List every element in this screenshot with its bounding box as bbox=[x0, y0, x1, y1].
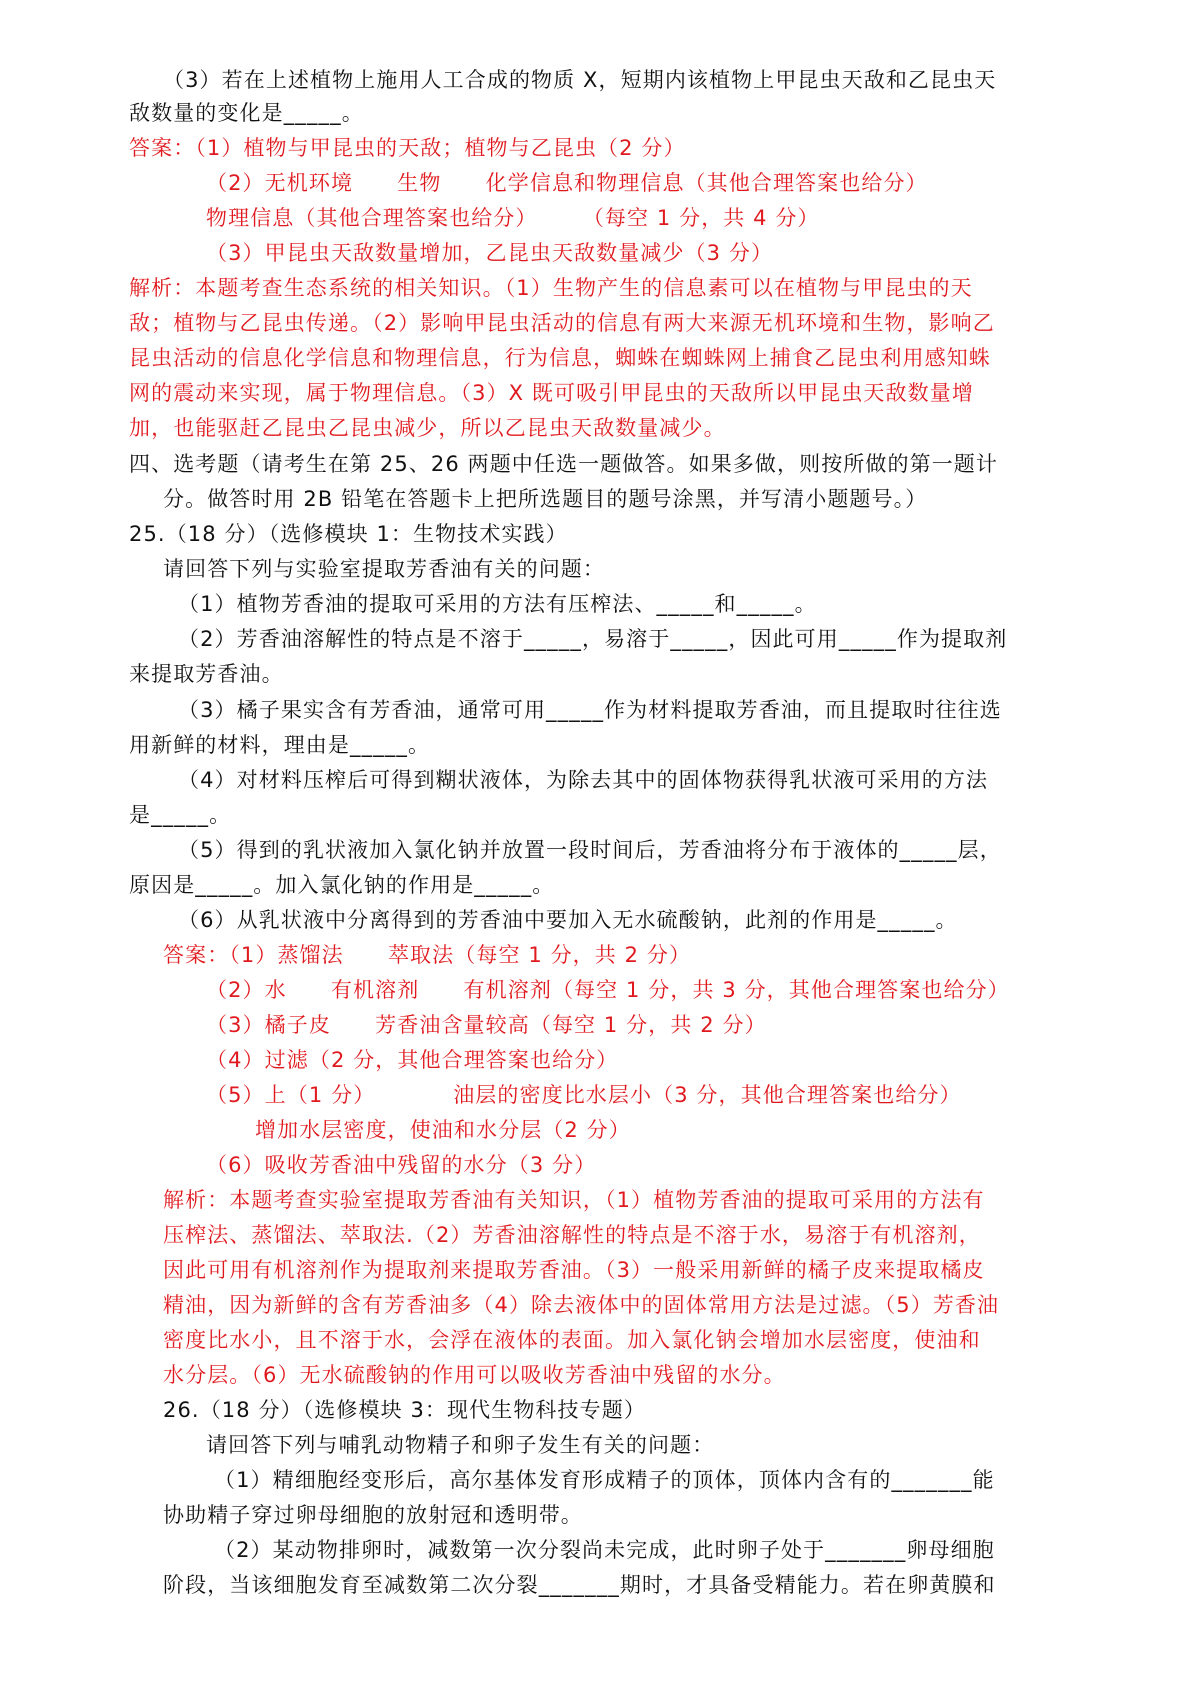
q25-part5-line1: （5）得到的乳状液加入氯化钠并放置一段时间后，芳香油将分布于液体的_____层， bbox=[178, 838, 1002, 862]
analysis-24-line4: 网的震动来实现，属于物理信息。（3）X 既可吸引甲昆虫的天敌所以甲昆虫天敌数量增 bbox=[129, 381, 974, 405]
answer-25-line3: （3）橘子皮 芳香油含量较高（每空 1 分，共 2 分） bbox=[206, 1013, 767, 1037]
answer-25-line1: 答案：（1）蒸馏法 萃取法（每空 1 分，共 2 分） bbox=[163, 943, 692, 967]
q25-part1: （1）植物芳香油的提取可采用的方法有压榨法、_____和_____。 bbox=[178, 592, 817, 616]
q25-heading: 25.（18 分）（选修模块 1：生物技术实践） bbox=[129, 522, 568, 546]
answer-25-line6: 增加水层密度，使油和水分层（2 分） bbox=[255, 1118, 631, 1142]
q25-part2-line2: 来提取芳香油。 bbox=[129, 662, 284, 686]
q24-part3-line1: （3）若在上述植物上施用人工合成的物质 X，短期内该植物上甲昆虫天敌和乙昆虫天 bbox=[163, 68, 997, 92]
analysis-25-line6: 水分层。（6）无水硫酸钠的作用可以吸收芳香油中残留的水分。 bbox=[163, 1363, 786, 1387]
q26-part1-line1: （1）精细胞经变形后，高尔基体发育形成精子的顶体，顶体内含有的_______能 bbox=[214, 1468, 995, 1492]
q26-heading: 26.（18 分）（选修模块 3：现代生物科技专题） bbox=[163, 1398, 646, 1422]
answer-25-line4: （4）过滤（2 分，其他合理答案也给分） bbox=[206, 1048, 619, 1072]
analysis-25-line2: 压榨法、蒸馏法、萃取法.（2）芳香油溶解性的特点是不溶于水，易溶于有机溶剂， bbox=[163, 1223, 981, 1247]
q25-part4-line1: （4）对材料压榨后可得到糊状液体，为除去其中的固体物获得乳状液可采用的方法 bbox=[178, 768, 989, 792]
q25-part2-line1: （2）芳香油溶解性的特点是不溶于_____，易溶于_____，因此可用_____作为提取剂 bbox=[178, 627, 1008, 651]
analysis-25-line1: 解析：本题考查实验室提取芳香油有关知识，（1）植物芳香油的提取可采用的方法有 bbox=[163, 1188, 985, 1212]
q25-intro: 请回答下列与实验室提取芳香油有关的问题： bbox=[163, 557, 605, 581]
q25-part4-line2: 是_____。 bbox=[129, 803, 232, 827]
answer-24-line1: 答案：（1）植物与甲昆虫的天敌；植物与乙昆虫（2 分） bbox=[129, 136, 686, 160]
analysis-24-line2: 敌；植物与乙昆虫传递。（2）影响甲昆虫活动的信息有两大来源无机环境和生物，影响乙 bbox=[129, 311, 995, 335]
q25-part6: （6）从乳状液中分离得到的芳香油中要加入无水硫酸钠，此剂的作用是_____。 bbox=[178, 908, 958, 932]
analysis-25-line3: 因此可用有机溶剂作为提取剂来提取芳香油。（3）一般采用新鲜的橘子皮来提取橘皮 bbox=[163, 1258, 985, 1282]
q25-part3-line1: （3）橘子果实含有芳香油，通常可用_____作为材料提取芳香油，而且提取时往往选 bbox=[178, 698, 1002, 722]
q26-part2-line1: （2）某动物排卵时，减数第一次分裂尚未完成，此时卵子处于_______卵母细胞 bbox=[214, 1538, 995, 1562]
answer-25-line2: （2）水 有机溶剂 有机溶剂（每空 1 分，共 3 分，其他合理答案也给分） bbox=[206, 978, 1010, 1002]
analysis-24-line1: 解析：本题考查生态系统的相关知识。（1）生物产生的信息素可以在植物与甲昆虫的天 bbox=[129, 276, 973, 300]
analysis-24-line3: 昆虫活动的信息化学信息和物理信息，行为信息，蜘蛛在蜘蛛网上捕食乙昆虫利用感知蛛 bbox=[129, 346, 991, 370]
q26-intro: 请回答下列与哺乳动物精子和卵子发生有关的问题： bbox=[206, 1433, 715, 1457]
analysis-25-line4: 精油，因为新鲜的含有芳香油多（4）除去液体中的固体常用方法是过滤。（5）芳香油 bbox=[163, 1293, 1000, 1317]
answer-24-line2: （2）无机环境 生物 化学信息和物理信息（其他合理答案也给分） bbox=[206, 171, 928, 195]
answer-25-line7: （6）吸收芳香油中残留的水分（3 分） bbox=[206, 1153, 597, 1177]
analysis-25-line5: 密度比水小，且不溶于水，会浮在液体的表面。加入氯化钠会增加水层密度，使油和 bbox=[163, 1328, 981, 1352]
answer-24-line4: （3）甲昆虫天敌数量增加，乙昆虫天敌数量减少（3 分） bbox=[206, 241, 774, 265]
section-4-instruction: 分。做答时用 2B 铅笔在答题卡上把所选题目的题号涂黑，并写清小题题号。） bbox=[163, 487, 928, 511]
q25-part5-line2: 原因是_____。加入氯化钠的作用是_____。 bbox=[129, 873, 555, 897]
answer-25-line5: （5）上（1 分） 油层的密度比水层小（3 分，其他合理答案也给分） bbox=[206, 1083, 962, 1107]
q26-part2-line2: 阶段，当该细胞发育至减数第二次分裂_______期时，才具备受精能力。若在卵黄膜和 bbox=[163, 1573, 996, 1597]
q25-part3-line2: 用新鲜的材料，理由是_____。 bbox=[129, 733, 431, 757]
analysis-24-line5: 加，也能驱赶乙昆虫乙昆虫减少，所以乙昆虫天敌数量减少。 bbox=[129, 416, 726, 440]
q24-part3-line2: 敌数量的变化是_____。 bbox=[129, 101, 364, 125]
q26-part1-line2: 协助精子穿过卵母细胞的放射冠和透明带。 bbox=[163, 1503, 583, 1527]
section-4-heading: 四、选考题（请考生在第 25、26 两题中任选一题做答。如果多做，则按所做的第一题计 bbox=[129, 452, 998, 476]
answer-24-line3: 物理信息（其他合理答案也给分） （每空 1 分，共 4 分） bbox=[206, 206, 820, 230]
